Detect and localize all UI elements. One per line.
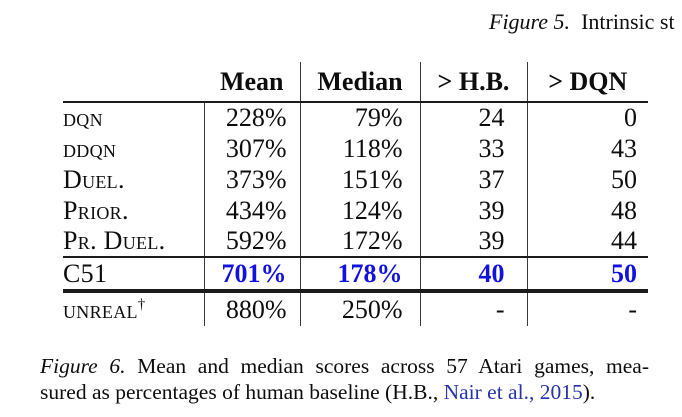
cell-median: 124% xyxy=(300,195,420,226)
cell-gt-dqn: 44 xyxy=(527,226,648,257)
cell-gt-hb: - xyxy=(420,292,527,326)
cell-gt-dqn: 43 xyxy=(527,133,648,164)
column-header-median: Median xyxy=(300,62,420,102)
cell-median: 250% xyxy=(300,292,420,326)
row-label: Duel. xyxy=(63,164,125,194)
dagger-superscript: † xyxy=(137,295,146,312)
table-row-c51 xyxy=(63,257,648,290)
table-row-dqn xyxy=(63,102,648,133)
cell-mean: 373% xyxy=(204,164,300,195)
cell-gt-hb: 39 xyxy=(420,195,527,226)
cell-gt-dqn: 50 xyxy=(527,164,648,195)
caption-line1-text: Mean and median scores across 57 Atari games, mea- xyxy=(137,354,650,378)
row-label: dqn xyxy=(63,103,103,132)
row-label: Pr. Duel. xyxy=(63,226,166,255)
row-label: C51 xyxy=(63,257,204,290)
results-table xyxy=(63,62,648,326)
cell-median: 178% xyxy=(300,257,420,290)
row-label: Prior. xyxy=(63,195,129,225)
column-header-mean: Mean xyxy=(204,62,300,102)
table-header-row xyxy=(63,62,648,102)
figure6-caption xyxy=(40,354,649,405)
table-row-ddqn xyxy=(63,133,648,164)
row-label: ddqn xyxy=(63,133,117,163)
cell-gt-dqn: - xyxy=(527,292,648,326)
cell-median: 172% xyxy=(300,226,420,257)
cell-mean: 701% xyxy=(204,257,300,290)
row-label-text: unreal xyxy=(63,294,138,324)
figure5-caption-fragment xyxy=(489,9,675,35)
cell-gt-hb: 40 xyxy=(420,257,527,290)
cell-mean: 880% xyxy=(204,292,300,326)
column-header-gt-hb: > H.B. xyxy=(420,62,527,102)
cell-median: 118% xyxy=(300,133,420,164)
figure6-tag: Figure 6. xyxy=(40,354,126,378)
row-label xyxy=(63,292,204,326)
cell-median: 151% xyxy=(300,164,420,195)
cell-mean: 592% xyxy=(204,226,300,257)
cell-gt-hb: 33 xyxy=(420,133,527,164)
column-header-blank xyxy=(63,62,204,102)
table-row-prior xyxy=(63,195,648,226)
cell-gt-dqn: 48 xyxy=(527,195,648,226)
cell-mean: 228% xyxy=(204,102,300,133)
table-row-pr-duel xyxy=(63,226,648,257)
cell-median: 79% xyxy=(300,102,420,133)
citation-link[interactable]: Nair et al., 2015 xyxy=(443,379,583,404)
cell-gt-hb: 39 xyxy=(420,226,527,257)
figure5-text-body: Intrinsic st xyxy=(581,9,675,34)
cell-gt-dqn: 50 xyxy=(527,257,648,290)
caption-line1 xyxy=(40,354,649,380)
column-header-gt-dqn: > DQN xyxy=(527,62,648,102)
caption-line2-post: ). xyxy=(582,379,596,404)
cell-mean: 307% xyxy=(204,133,300,164)
caption-line2 xyxy=(40,380,649,406)
cell-mean: 434% xyxy=(204,195,300,226)
cell-gt-hb: 24 xyxy=(420,102,527,133)
table-row-unreal xyxy=(63,292,648,326)
figure5-tag: Figure 5. xyxy=(489,9,571,34)
cell-gt-dqn: 0 xyxy=(527,102,648,133)
caption-line2-pre: sured as percentages of human baseline (H.B., xyxy=(40,379,444,404)
table-row-duel xyxy=(63,164,648,195)
cell-gt-hb: 37 xyxy=(420,164,527,195)
